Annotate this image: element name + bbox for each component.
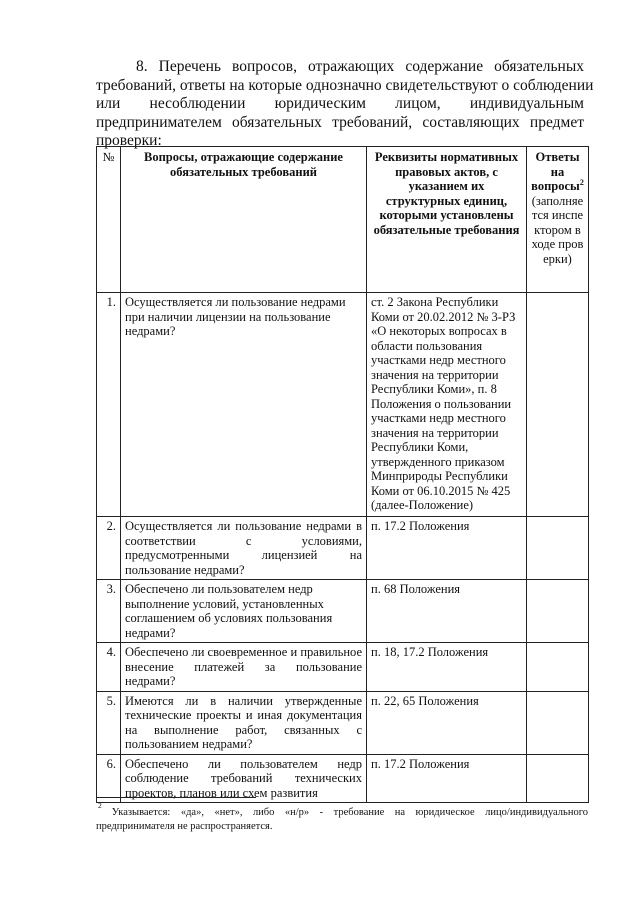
row-answer-cell[interactable] — [527, 691, 589, 754]
row-answer-cell[interactable] — [527, 580, 589, 643]
row-answer-cell[interactable] — [527, 643, 589, 692]
row-requisite: п. 68 Положения — [367, 580, 527, 643]
footnote-mark: 2 — [98, 801, 102, 810]
row-requisite: п. 17.2 Положения — [367, 517, 527, 580]
row-number: 3. — [97, 580, 121, 643]
intro-line: предпринимателем обязательных требований, составляющих предмет — [96, 113, 584, 131]
row-requisite: п. 18, 17.2 Положения — [367, 643, 527, 692]
table-row — [97, 580, 589, 643]
table-row — [97, 517, 589, 580]
header-number: № — [97, 147, 121, 293]
row-number: 5. — [97, 691, 121, 754]
header-answers — [527, 147, 589, 293]
row-requisite: ст. 2 Закона Республики Коми от 20.02.2012 № 3-РЗ «О некоторых вопросах в области пользования участками недр местного значения на территории Республики Коми», п. 8 Положения о пользовании участками недр местного значения на территории Республики Коми, утвержденного приказом Минприроды Республики Коми от 06.10.2015 № 425 (далее-Положение) — [367, 293, 527, 517]
row-question: Осуществляется ли пользование недрами в соответствии с условиями, предусмотренными лицензией на пользование недрами? — [121, 517, 367, 580]
footnote-text: Указывается: «да», «нет», либо «н/р» - требование на юридическое лицо/индивидуального предпринимателя не распространяется. — [96, 807, 588, 832]
row-number: 1. — [97, 293, 121, 517]
requirements-table — [96, 146, 589, 803]
row-number: 4. — [97, 643, 121, 692]
header-answers-note: (заполняется инспектором в ходе проверки) — [531, 193, 584, 266]
row-question: Обеспечено ли пользователем недр выполнение условий, установленных соглашением об условиях пользования недрами? — [121, 580, 367, 643]
table-row — [97, 293, 589, 517]
footnote — [96, 801, 588, 834]
row-answer-cell[interactable] — [527, 517, 589, 580]
row-number: 6. — [97, 754, 121, 803]
row-answer-cell[interactable] — [527, 754, 589, 803]
table-row — [97, 754, 589, 803]
intro-line: 8. Перечень вопросов, отражающих содержание обязательных — [136, 58, 584, 75]
section-8-intro — [96, 58, 594, 151]
row-question: Осуществляется ли пользование недрами при наличии лицензии на пользование недрами? — [121, 293, 367, 517]
intro-line: проверки: — [96, 132, 162, 149]
row-question: Имеются ли в наличии утвержденные технические проекты и иная документация на выполнение работ, связанных с пользованием недрами? — [121, 691, 367, 754]
header-questions: Вопросы, отражающие содержание обязательных требований — [121, 147, 367, 293]
header-requisites: Реквизиты нормативных правовых актов, с указанием их структурных единиц, которыми установлены обязательные требования — [367, 147, 527, 293]
footnote-reference: 2 — [579, 177, 584, 187]
footnote-divider — [96, 797, 256, 798]
table-row — [97, 643, 589, 692]
row-question: Обеспечено ли своевременное и правильное внесение платежей за пользование недрами? — [121, 643, 367, 692]
table-row — [97, 691, 589, 754]
row-number: 2. — [97, 517, 121, 580]
row-requisite: п. 17.2 Положения — [367, 754, 527, 803]
row-question: Обеспечено ли пользователем недр соблюдение требований технических проектов, планов или схем развития — [121, 754, 367, 803]
intro-line: или несоблюдении юридическим лицом, индивидуальным — [96, 95, 584, 112]
intro-line: требований, ответы на которые однозначно свидетельствуют о соблюдении — [96, 76, 594, 94]
table-header-row — [97, 147, 589, 293]
row-answer-cell[interactable] — [527, 293, 589, 517]
header-answers-title: Ответы на вопросы — [531, 150, 580, 193]
row-requisite: п. 22, 65 Положения — [367, 691, 527, 754]
